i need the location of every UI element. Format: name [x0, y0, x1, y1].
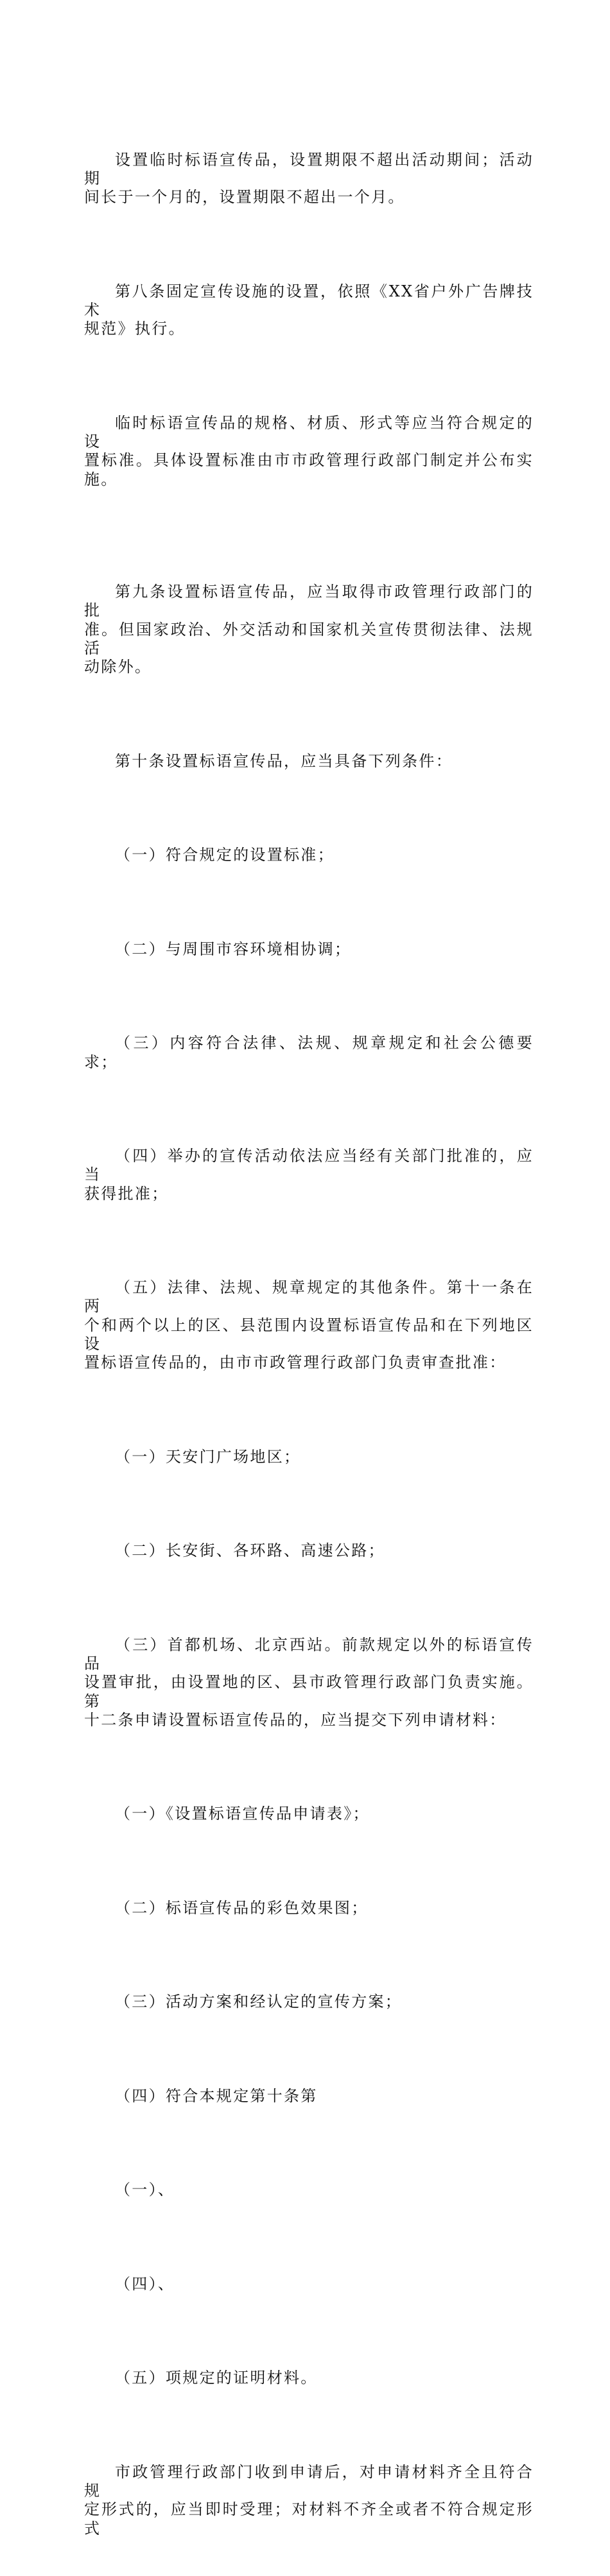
paragraph-temporary-slogan-period: 设置临时标语宣传品，设置期限不超出活动期间；活动期 间长于一个月的，设置期限不超出一个月。 — [84, 150, 534, 207]
list-item-condition-4: （四）举办的宣传活动依法应当经有关部门批准的，应当 获得批准； — [84, 1147, 534, 1203]
list-item-material-3: （三）活动方案和经认定的宣传方案； — [115, 1993, 403, 2011]
list-item-reference-4: （四）、 — [115, 2274, 175, 2293]
list-item-reference-5: （五）项规定的证明材料。 — [115, 2369, 318, 2387]
paragraph-setting-standard: 临时标语宣传品的规格、材质、形式等应当符合规定的设 置标准。具体设置标准由市市政管理行政部门制定并公布实施。 — [84, 413, 534, 488]
list-item-material-2: （二）标语宣传品的彩色效果图； — [115, 1898, 369, 1917]
paragraph-article-9: 第九条设置标语宣传品，应当取得市政管理行政部门的批 准。但国家政治、外交活动和国家机关宣传贯彻法律、法规活 动除外。 — [84, 583, 534, 676]
list-item-condition-3: （三）内容符合法律、法规、规章规定和社会公德要求； — [84, 1034, 534, 1071]
list-item-condition-5-article-11: （五）法律、法规、规章规定的其他条件。第十一条在两 个和两个以上的区、县范围内设置标语宣传品和在下列地区设 置标语宣传品的，由市市政管理行政部门负责审查批准： — [84, 1278, 534, 1372]
paragraph-article-8: 第八条固定宣传设施的设置，依照《XX省户外广告牌技术 规范》执行。 — [84, 282, 534, 338]
list-item-condition-1: （一）符合规定的设置标准； — [115, 846, 335, 864]
list-item-area-1: （一）天安门广场地区； — [115, 1447, 301, 1466]
list-item-condition-2: （二）与周围市容环境相协调； — [115, 940, 352, 958]
paragraph-article-10: 第十条设置标语宣传品，应当具备下列条件： — [115, 751, 453, 770]
list-item-area-2: （二）长安街、各环路、高速公路； — [115, 1541, 385, 1560]
list-item-material-1: （一）《设置标语宣传品申请表》； — [115, 1805, 370, 1823]
paragraph-acceptance: 市政管理行政部门收到申请后，对申请材料齐全且符合规 定形式的，应当即时受理；对材料不齐全或者不符合规定形式 — [84, 2462, 534, 2537]
list-item-area-3-article-12: （三）首都机场、北京西站。前款规定以外的标语宣传品 设置审批，由设置地的区、县市政管理行政部门负责实施。第 十二条申请设置标语宣传品的，应当提交下列申请材料： — [84, 1635, 534, 1729]
list-item-reference-1: （一）、 — [115, 2181, 175, 2199]
list-item-material-4: （四）符合本规定第十条第 — [115, 2086, 318, 2105]
document-body — [84, 113, 534, 2576]
